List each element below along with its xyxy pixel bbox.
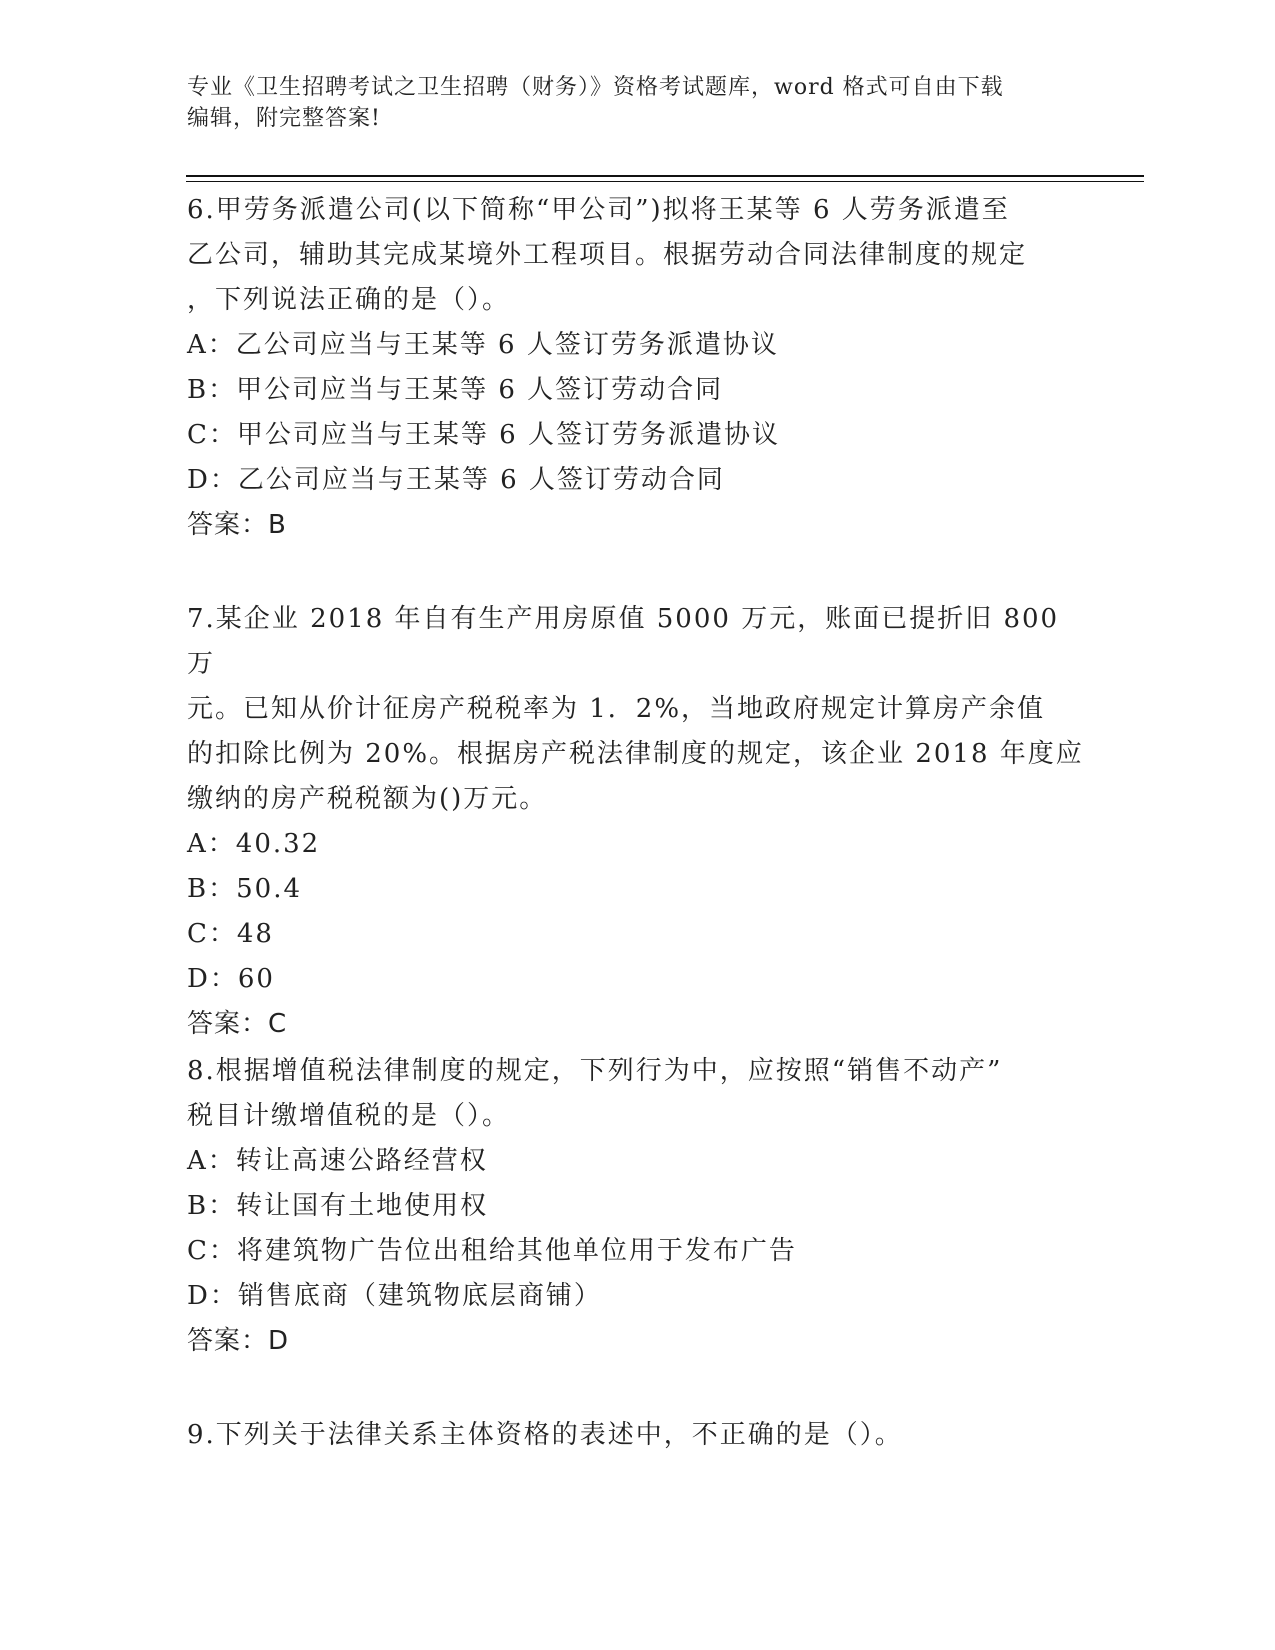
header-divider-thin [186,181,1144,182]
answer: 答案：B [187,510,287,540]
option-d: D：乙公司应当与王某等 6 人签订劳动合同 [187,465,725,495]
option-d: D：销售底商（建筑物底层商铺） [187,1281,602,1311]
header-divider-thick [186,175,1144,177]
header-line-1: 专业《卫生招聘考试之卫生招聘（财务）》资格考试题库，word 格式可自由下载 [187,75,1004,100]
question-stem-line: 税目计缴增值税的是（）。 [187,1101,511,1131]
option-a: A：转让高速公路经营权 [187,1146,488,1176]
document-header [187,72,1087,134]
question-6 [187,188,1087,548]
question-stem-line: 缴纳的房产税税额为()万元。 [187,784,548,814]
answer: 答案：C [187,1009,288,1039]
question-stem-line: 8.根据增值税法律制度的规定，下列行为中，应按照“销售不动产” [187,1056,1003,1086]
question-stem-line: 乙公司，辅助其完成某境外工程项目。根据劳动合同法律制度的规定 [187,240,1028,270]
question-8 [187,1049,1087,1364]
question-stem-line: 9.下列关于法律关系主体资格的表述中，不正确的是（）。 [187,1420,903,1450]
option-d: D：60 [187,964,275,994]
option-b: B：50.4 [187,874,302,904]
question-stem-line: 7.某企业 2018 年自有生产用房原值 5000 万元，账面已提折旧 800 万 [187,604,1060,679]
question-7 [187,597,1087,1047]
question-stem-line: 6.甲劳务派遣公司(以下简称“甲公司”)拟将王某等 6 人劳务派遣至 [187,195,1010,225]
option-a: A：乙公司应当与王某等 6 人签订劳务派遣协议 [187,330,779,360]
question-9 [187,1413,1087,1458]
header-line-2: 编辑，附完整答案! [187,106,381,131]
option-c: C：将建筑物广告位出租给其他单位用于发布广告 [187,1236,797,1266]
option-b: B：甲公司应当与王某等 6 人签订劳动合同 [187,375,724,405]
question-stem-line: 元。已知从价计征房产税税率为 1．2%，当地政府规定计算房产余值 [187,694,1046,724]
option-a: A：40.32 [187,829,321,859]
question-stem-line: ，下列说法正确的是（）。 [187,285,511,315]
option-b: B：转让国有土地使用权 [187,1191,489,1221]
question-stem-line: 的扣除比例为 20%。根据房产税法律制度的规定，该企业 2018 年度应 [187,739,1084,769]
answer: 答案：D [187,1326,290,1356]
option-c: C：48 [187,919,274,949]
option-c: C：甲公司应当与王某等 6 人签订劳务派遣协议 [187,420,780,450]
